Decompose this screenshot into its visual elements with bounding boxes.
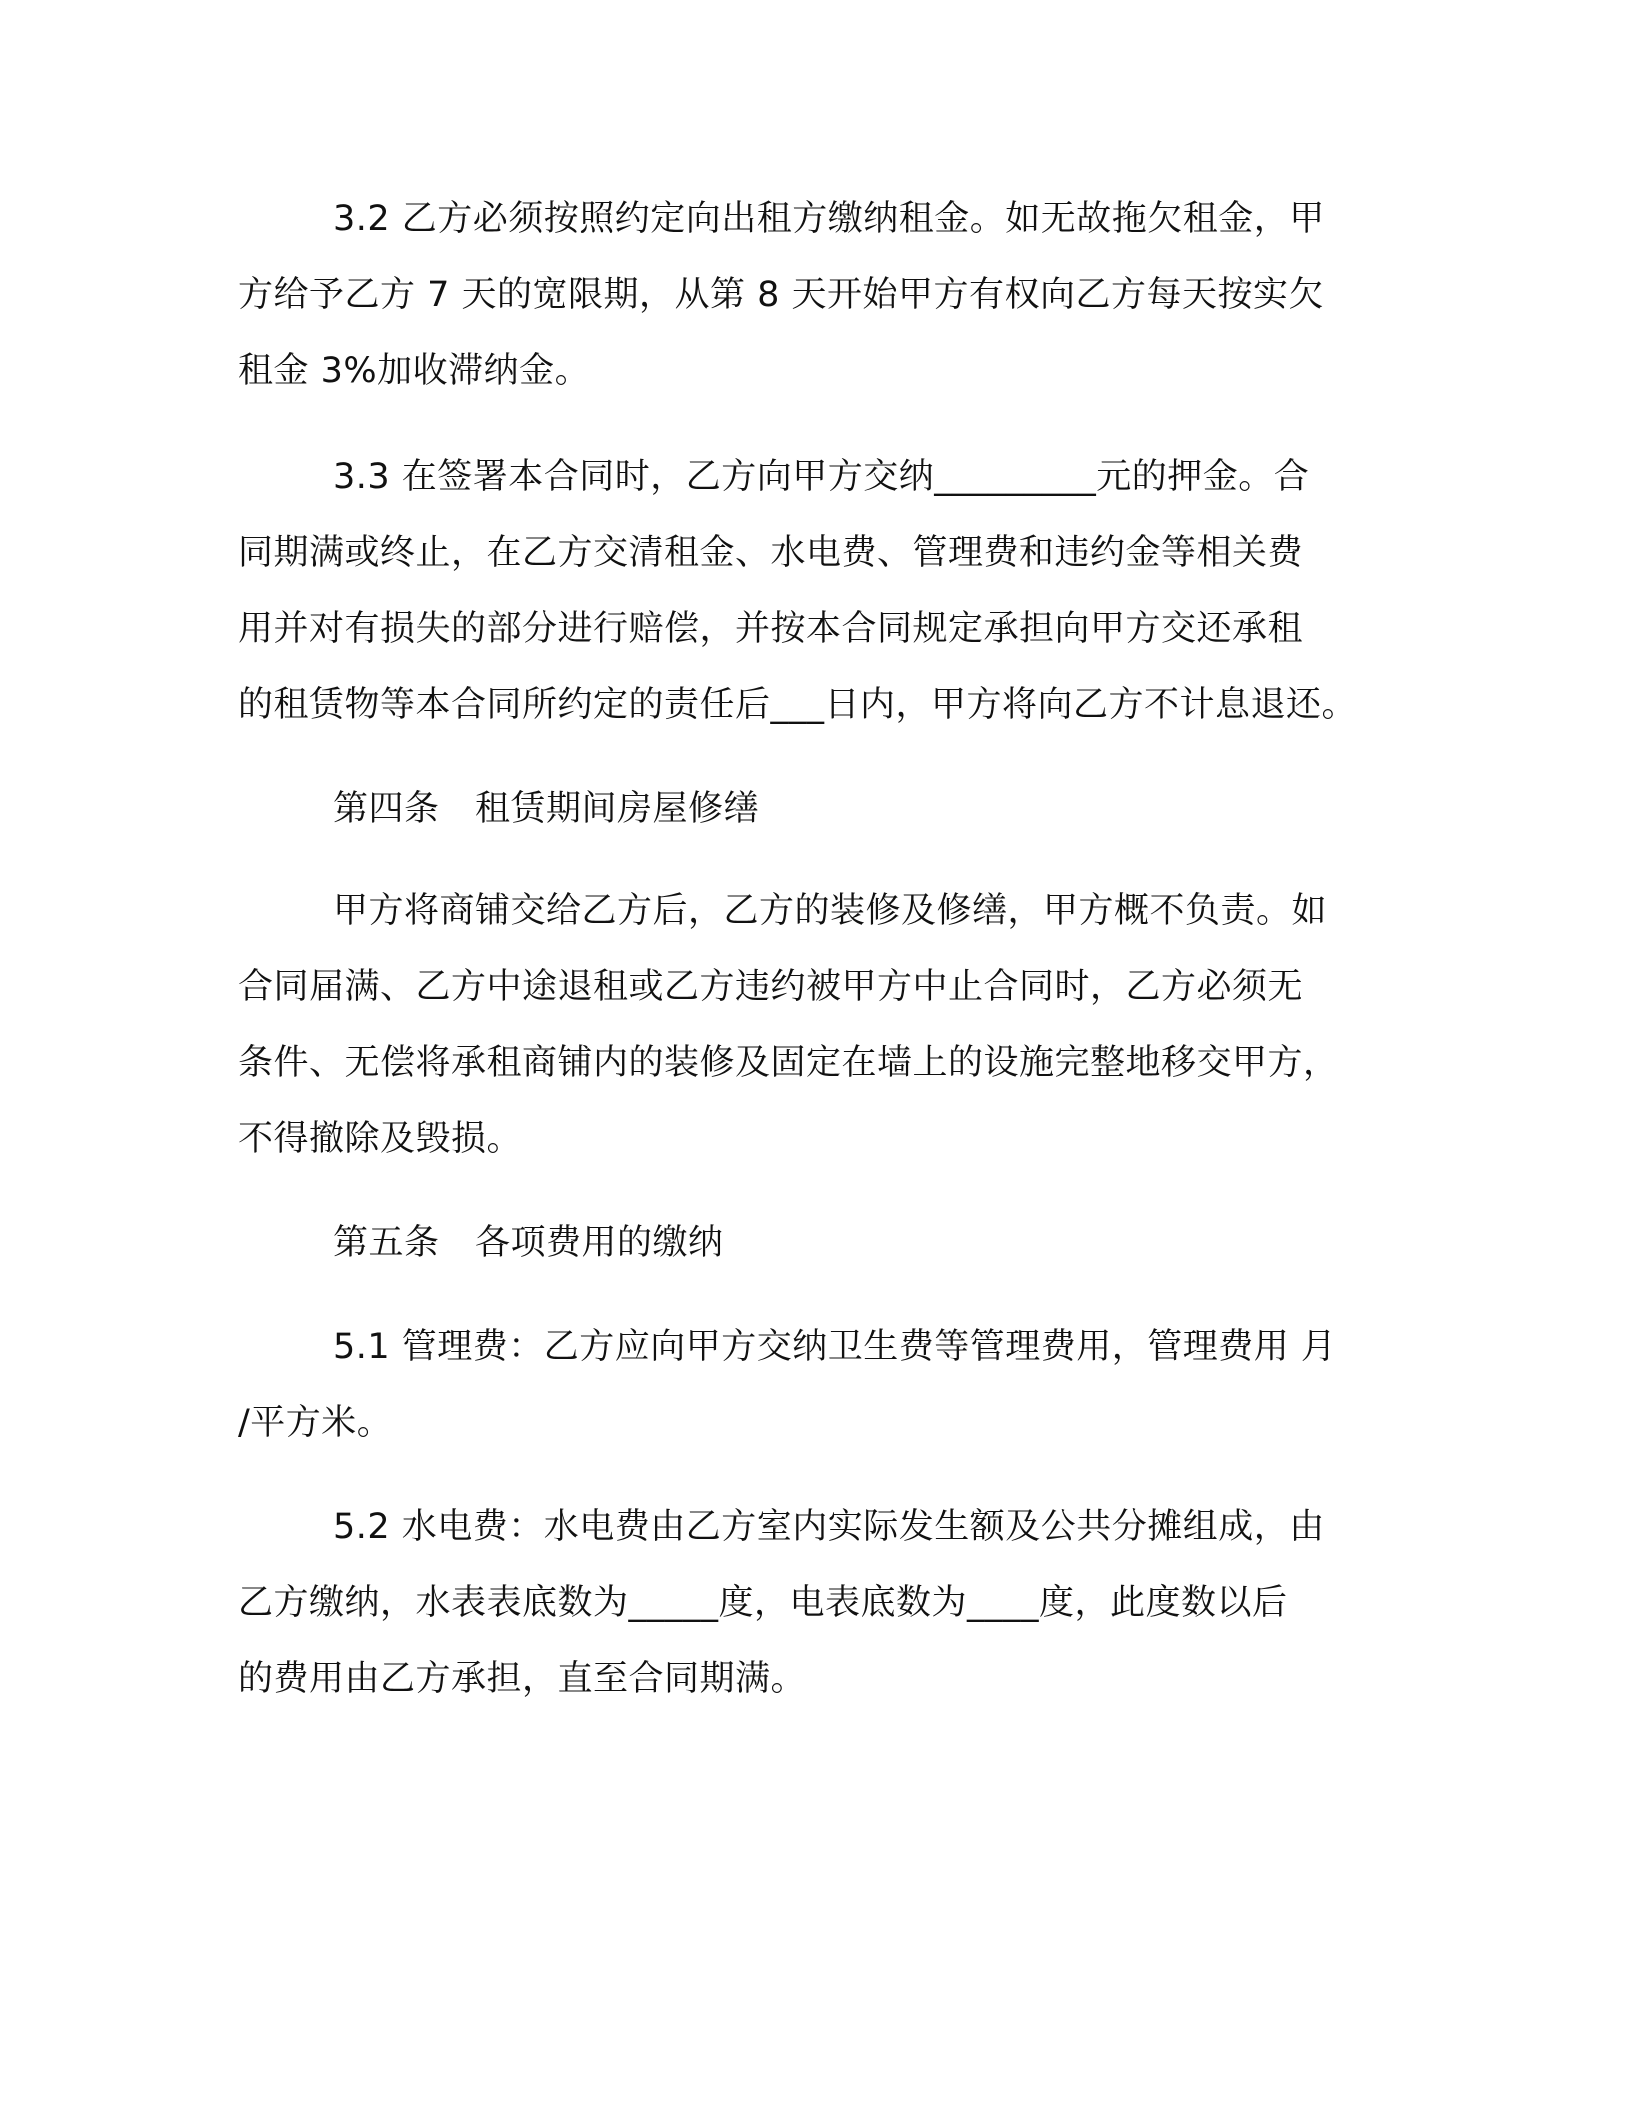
article-4-heading: 第四条 租赁期间房屋修缮 (333, 789, 760, 829)
clause-5-2-line-3: 的费用由乙方承担，直至合同期满。 (238, 1659, 807, 1699)
clause-3-2-line-1: 3.2 乙方必须按照约定向出租方缴纳租金。如无故拖欠租金，甲 (333, 199, 1325, 239)
clause-3-3-line-4: 的租赁物等本合同所约定的责任后___日内，甲方将向乙方不计息退还。 (238, 685, 1358, 725)
clause-3-2-line-2: 方给予乙方 7 天的宽限期，从第 8 天开始甲方有权向乙方每天按实欠 (238, 275, 1325, 315)
clause-5-2-line-1: 5.2 水电费：水电费由乙方室内实际发生额及公共分摊组成，由 (333, 1507, 1325, 1547)
clause-5-1-line-2: /平方米。 (238, 1403, 393, 1443)
article-4-line-1: 甲方将商铺交给乙方后，乙方的装修及修缮，甲方概不负责。如 (333, 891, 1328, 931)
clause-3-3-line-2: 同期满或终止，在乙方交清租金、水电费、管理费和违约金等相关费 (238, 533, 1304, 573)
article-4-line-4: 不得撤除及毁损。 (238, 1119, 523, 1159)
clause-3-3-line-1: 3.3 在签署本合同时，乙方向甲方交纳_________元的押金。合 (333, 457, 1310, 497)
clause-3-2-line-3: 租金 3%加收滞纳金。 (238, 351, 591, 391)
article-4-line-2: 合同届满、乙方中途退租或乙方违约被甲方中止合同时，乙方必须无 (238, 967, 1304, 1007)
article-4-line-3: 条件、无偿将承租商铺内的装修及固定在墙上的设施完整地移交甲方， (238, 1043, 1339, 1083)
clause-5-1-line-1: 5.1 管理费：乙方应向甲方交纳卫生费等管理费用，管理费用 月 (333, 1327, 1337, 1367)
article-5-heading: 第五条 各项费用的缴纳 (333, 1223, 724, 1263)
clause-5-2-line-2: 乙方缴纳，水表表底数为_____度，电表底数为____度，此度数以后 (238, 1583, 1288, 1623)
clause-3-3-line-3: 用并对有损失的部分进行赔偿，并按本合同规定承担向甲方交还承租 (238, 609, 1304, 649)
